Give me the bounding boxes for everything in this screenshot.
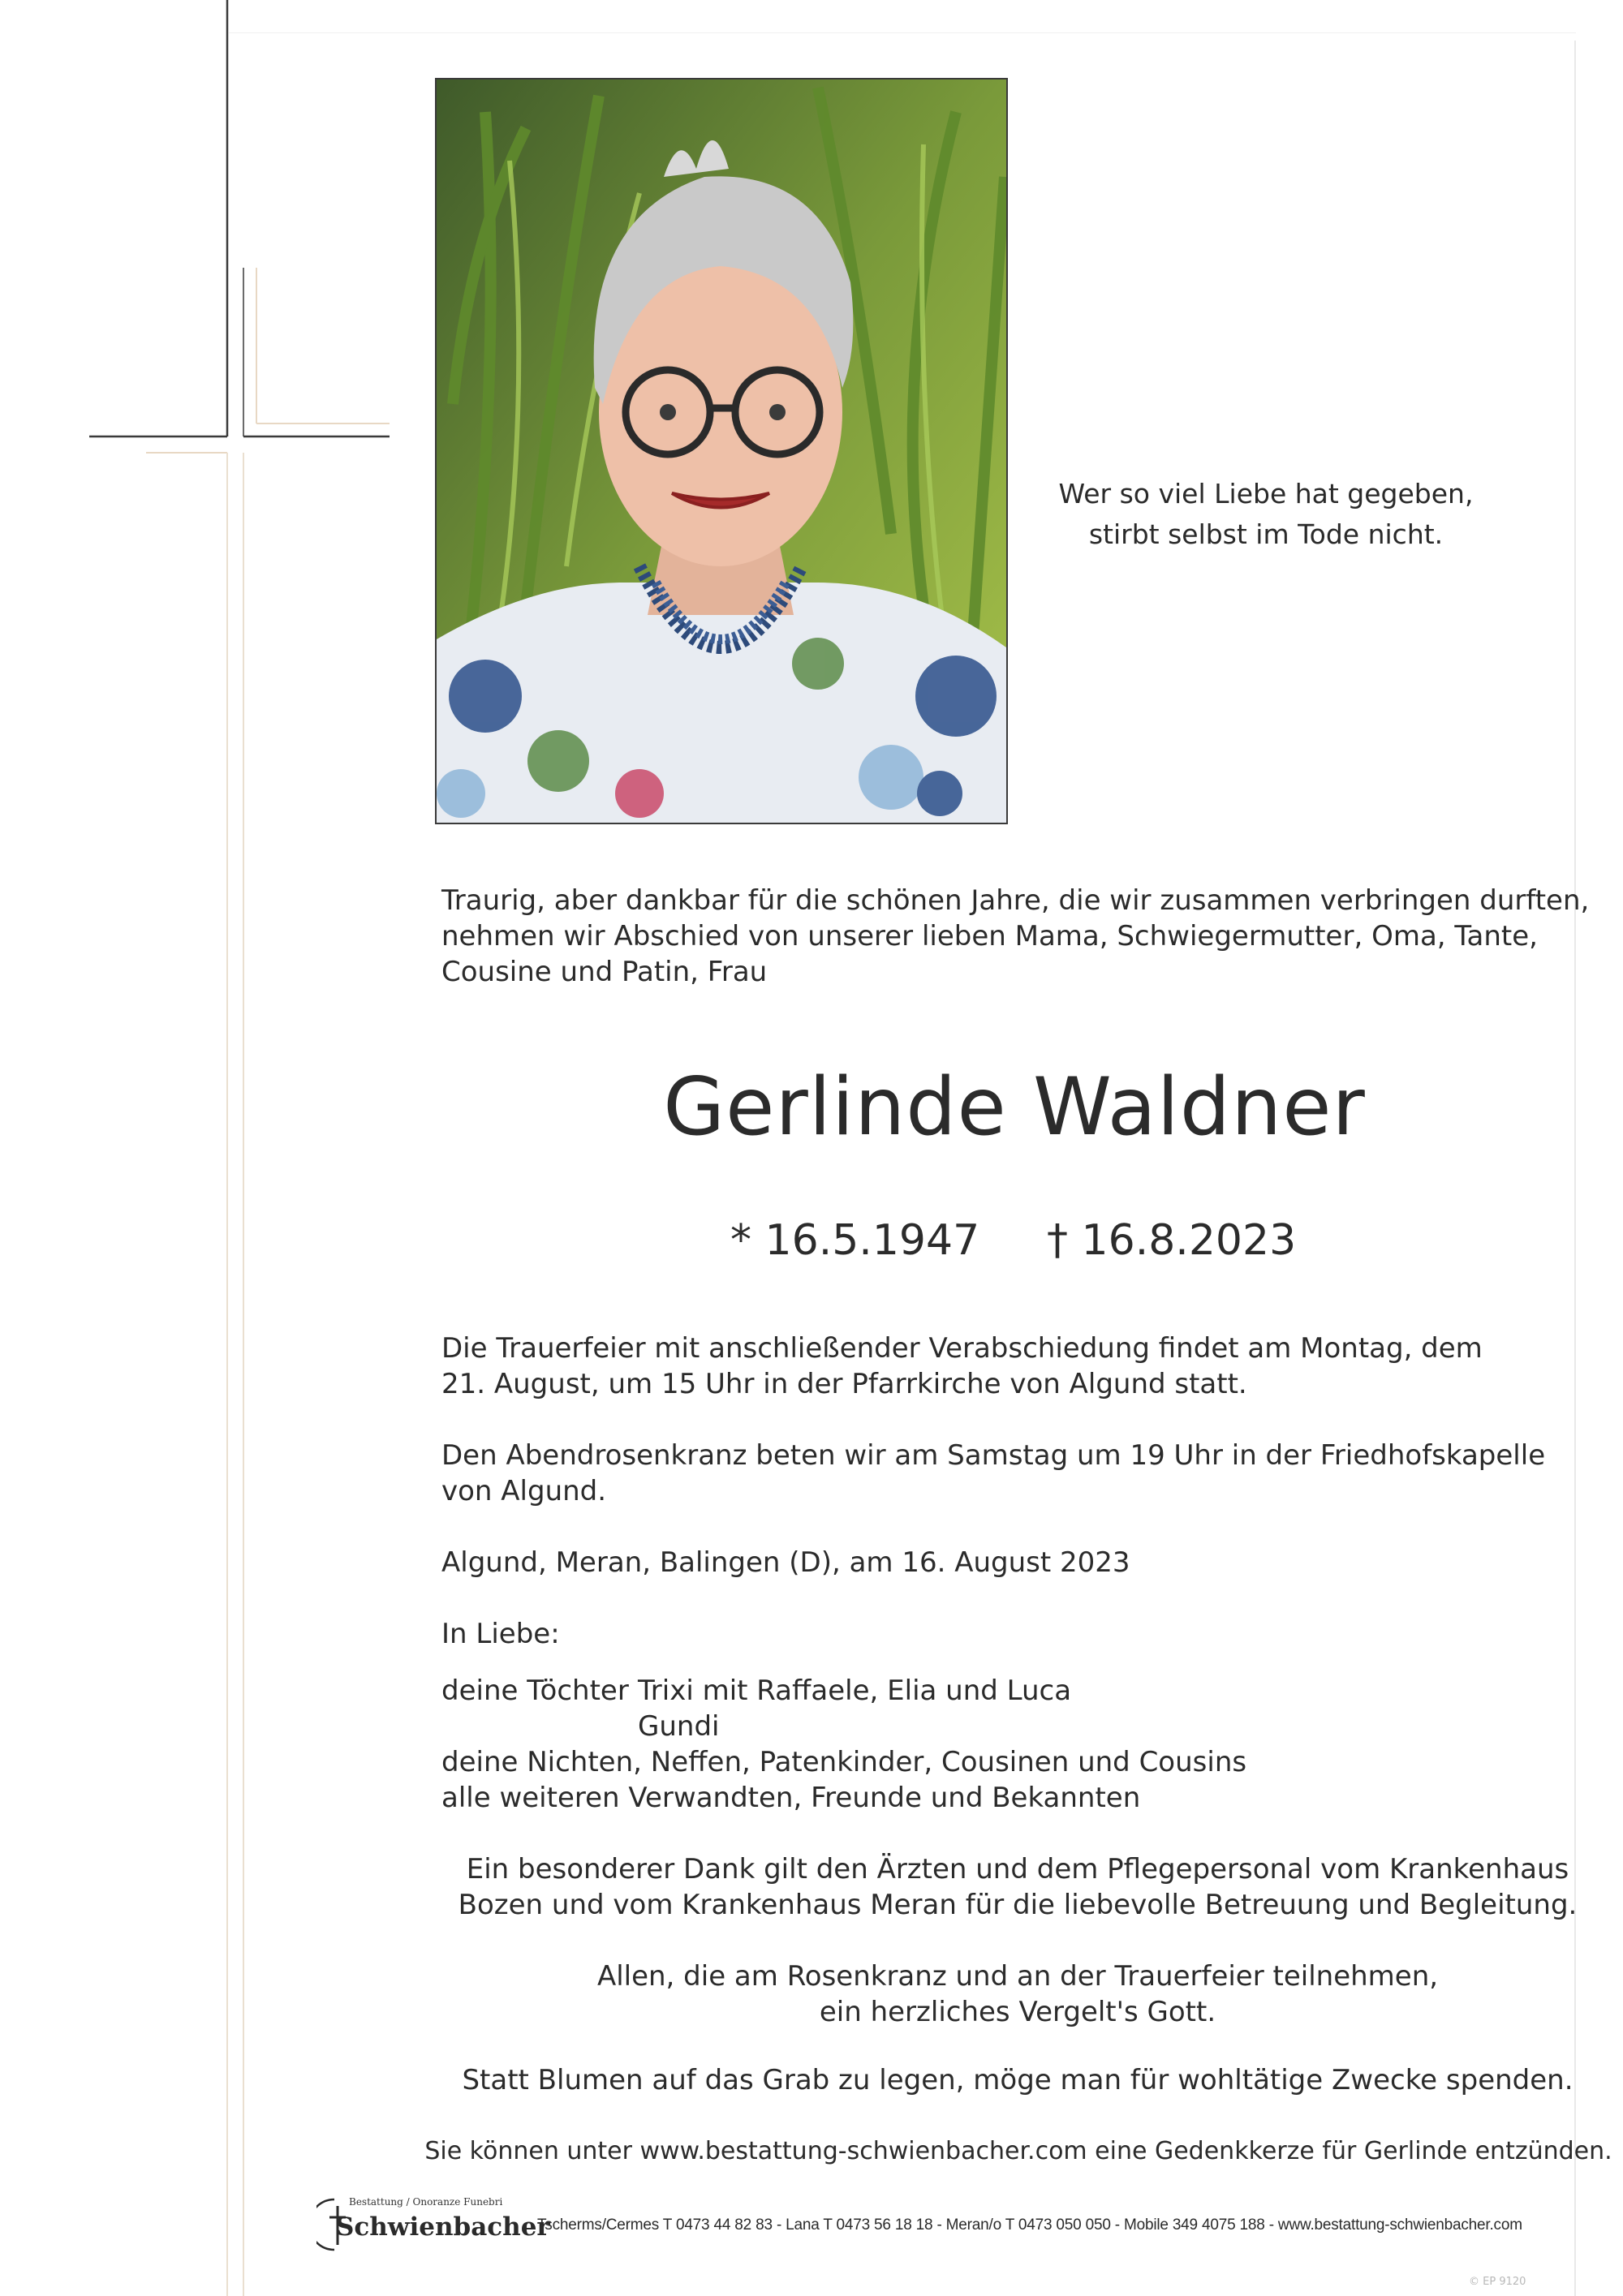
page-edge-top — [229, 32, 1576, 33]
funeral-line: Die Trauerfeier mit anschließender Verabschiedung findet am Montag, dem — [441, 1332, 1483, 1365]
cross-decoration — [81, 0, 406, 2296]
daughters-label: deine Töchter — [441, 1675, 629, 1707]
rosary-line: von Algund. — [441, 1475, 607, 1507]
daughters-line: Trixi mit Raffaele, Elia und Luca — [638, 1675, 1072, 1707]
gratitude-line: ein herzliches Vergelt's Gott. — [819, 1996, 1216, 2028]
thanks-paragraph — [441, 1851, 1594, 1923]
rosary-paragraph — [441, 1438, 1545, 1509]
in-love-label: In Liebe: — [441, 1618, 560, 1650]
place-date: Algund, Meran, Balingen (D), am 16. August 2023 — [441, 1546, 1130, 1579]
rosary-line: Den Abendrosenkranz beten wir am Samstag um 19 Uhr in der Friedhofskapelle — [441, 1439, 1546, 1472]
relatives-line: deine Nichten, Neffen, Patenkinder, Cousinen und Cousins — [441, 1746, 1247, 1778]
quote-line: stirbt selbst im Tode nicht. — [1088, 518, 1444, 550]
death-date: † 16.8.2023 — [1047, 1216, 1297, 1265]
deceased-name: Gerlinde Waldner — [663, 1061, 1366, 1154]
donation-note: Statt Blumen auf das Grab zu legen, möge man für wohltätige Zwecke spenden. — [462, 2064, 1573, 2096]
candle-note: Sie können unter www.bestattung-schwienbacher.com eine Gedenkkerze für Gerlinde entzünden. — [424, 2137, 1612, 2165]
funeral-home-logo — [316, 2195, 550, 2253]
print-code: © EP 9120 — [1469, 2276, 1526, 2288]
birth-date: * 16.5.1947 — [730, 1216, 980, 1265]
thanks-line: Bozen und vom Krankenhaus Meran für die liebevolle Betreuung und Begleitung. — [458, 1889, 1578, 1921]
relatives-list — [441, 1744, 1246, 1816]
funeral-paragraph — [441, 1331, 1483, 1402]
gratitude-line: Allen, die am Rosenkranz und an der Trauerfeier teilnehmen, — [596, 1960, 1439, 1993]
thanks-line: Ein besonderer Dank gilt den Ärzten und dem Pflegepersonal vom Krankenhaus — [466, 1853, 1569, 1885]
funeral-line: 21. August, um 15 Uhr in der Pfarrkirche von Algund statt. — [441, 1368, 1247, 1400]
daughters-line: Gundi — [638, 1710, 720, 1743]
quote-line: Wer so viel Liebe hat gegeben, — [1058, 478, 1474, 510]
intro-line: Cousine und Patin, Frau — [441, 956, 768, 988]
daughters-names — [638, 1673, 1071, 1744]
page-edge-right — [1574, 41, 1576, 2296]
intro-line: nehmen wir Abschied von unserer lieben Mama, Schwiegermutter, Oma, Tante, — [441, 920, 1538, 952]
gratitude-paragraph — [441, 1958, 1594, 2030]
others-line: alle weiteren Verwandten, Freunde und Bekannten — [441, 1782, 1141, 1814]
memorial-quote — [1055, 474, 1477, 555]
logo-company-name: Schwienbacher — [336, 2212, 550, 2242]
intro-paragraph — [441, 883, 1589, 990]
portrait-photo — [435, 78, 1008, 824]
intro-line: Traurig, aber dankbar für die schönen Jahre, die wir zusammen verbringen durften, — [441, 884, 1590, 917]
logo-tagline: Bestattung / Onoranze Funebri — [349, 2196, 503, 2208]
footer-contact-line: Tscherms/Cermes T 0473 44 82 83 - Lana T 0473 56 18 18 - Meran/o T 0473 050 050 - Mobile 349 4075 188 - www.bestattung-schwienbacher.com — [537, 2216, 1522, 2234]
